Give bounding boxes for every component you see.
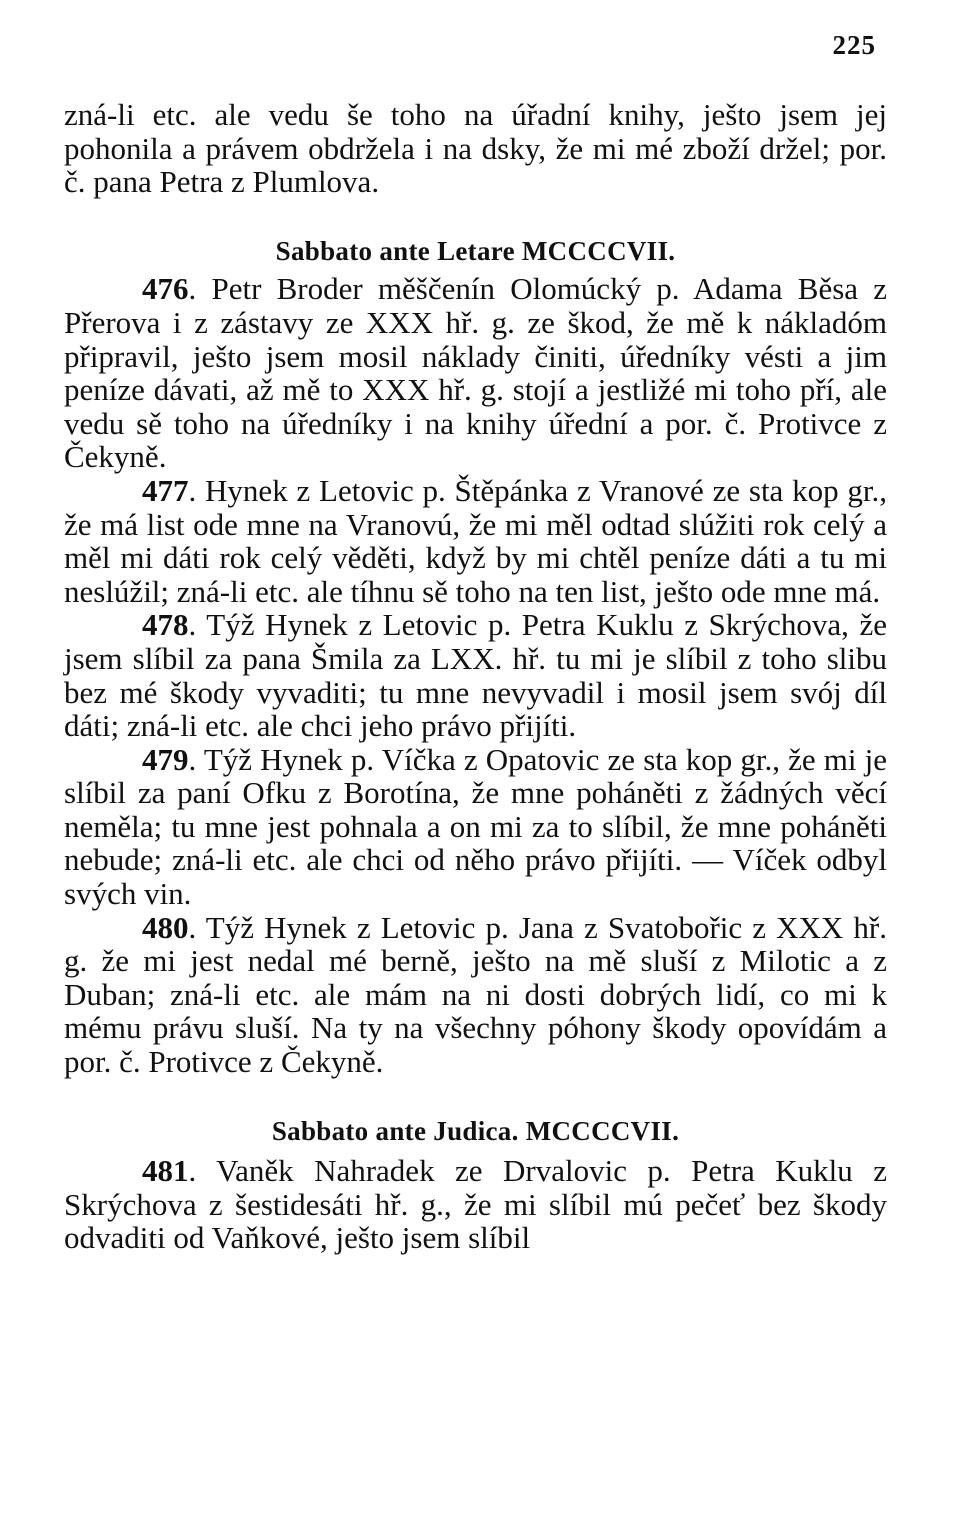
page-content — [64, 98, 887, 1255]
entry-number: 481 — [142, 1153, 189, 1189]
entry-text: Týž Hynek z Letovic p. Petra Kuklu z Skrýchova, že jsem slíbil za pana Šmila za LXX. hř. tu mi je slíbil z toho slibu bez mé škody vyvaditi; tu mne nevyvadil i mosil jsem svój díl dáti; zná-li etc. ale chci jeho právo přijíti. — [64, 607, 887, 744]
page-number: 225 — [832, 30, 876, 60]
section-heading: Sabbato ante Judica. MCCCCVII. — [271, 1115, 680, 1146]
entry-text: Týž Hynek p. Víčka z Opatovic ze sta kop gr., že mi je slíbil za paní Ofku z Borotína, že mne poháněti z žádných věcí neměla; tu mne jest pohnala a on mi za to slíbil, že mne poháněti nebude; zná-li etc. ale chci od něho právo přijíti. — Víček odbyl svých vin. — [64, 741, 887, 912]
entry-paragraph: 477. Hynek z Letovic p. Štěpánka z Vranové ze sta kop gr., že má list ode mne na Vranovú, že mi měl odtad slúžiti rok celý a měl mi dáti rok celý věděti, když by mi chtěl peníze dáti a tu mi neslúžil; zná-li etc. ale tíhnu sě toho na ten list, ješto ode mne má. — [64, 472, 888, 609]
entry-text: Týž Hynek z Letovic p. Jana z Svatobořic z XXX hř. g. že mi jest nedal mé berně, ješto na mě sluší z Milotic a z Duban; zná-li etc. ale mám na ni dosti dobrých lidí, co mi k mému právu sluší. Na ty na všechny póhony škody opovídám a por. č. Protivce z Čekyně. — [64, 909, 887, 1080]
entry-paragraph: 480. Týž Hynek z Letovic p. Jana z Svatobořic z XXX hř. g. že mi jest nedal mé berně, ješto na mě sluší z Milotic a z Duban; zná-li etc. ale mám na ni dosti dobrých lidí, co mi k mému právu sluší. Na ty na všechny póhony škody opovídám a por. č. Protivce z Čekyně. — [64, 909, 887, 1080]
entry-number: 479 — [142, 741, 189, 777]
entry-paragraph: 479. Týž Hynek p. Víčka z Opatovic ze sta kop gr., že mi je slíbil za paní Ofku z Borotína, že mne poháněti z žádných věcí neměla; tu mne jest pohnala a on mi za to slíbil, že mne poháněti nebude; zná-li etc. ale chci od něho právo přijíti. — Víček odbyl svých vin. — [64, 741, 887, 912]
entry-number: 476 — [142, 271, 189, 307]
entry-number: 477 — [142, 472, 189, 508]
entry-paragraph: 481. Vaněk Nahradek ze Drvalovic p. Petra Kuklu z Skrýchova z šestidesáti hř. g., že mi slíbil mú pečeť bez škody odvaditi od Vaňkové, ješto jsem slíbil — [64, 1153, 887, 1256]
entry-paragraph: 476. Petr Broder měščenín Olomúcký p. Adama Běsa z Přerova i z zástavy ze XXX hř. g. ze škod, že mě k nákladóm připravil, ješto jsem mosil náklady činiti, úředníky vésti a jim peníze dávati, až mě to XXX hř. g. stojí a jestližé mi toho pří, ale vedu sě toho na úředníky i na knihy úřední a por. č. Protivce z Čekyně. — [64, 271, 887, 475]
section-heading: Sabbato ante Letare MCCCCVII. — [275, 235, 676, 266]
entry-paragraph: 478. Týž Hynek z Letovic p. Petra Kuklu z Skrýchova, že jsem slíbil za pana Šmila za LXX. hř. tu mi je slíbil z toho slibu bez mé škody vyvaditi; tu mne nevyvadil i mosil jsem svój díl dáti; zná-li etc. ale chci jeho právo přijíti. — [64, 607, 887, 744]
intro-paragraph: zná-li etc. ale vedu še toho na úřadní knihy, ješto jsem jej pohonila a právem obdržela i na dsky, že mi mé zboží držel; por. č. pana Petra z Plumlova. — [64, 97, 887, 200]
entry-text: Vaněk Nahradek ze Drvalovic p. Petra Kuklu z Skrýchova z šestidesáti hř. g., že mi slíbil mú pečeť bez škody odvaditi od Vaňkové, ješto jsem slíbil — [64, 1153, 887, 1256]
entry-number: 478 — [142, 607, 189, 643]
entry-number: 480 — [142, 909, 189, 945]
entry-text: Hynek z Letovic p. Štěpánka z Vranové ze sta kop gr., že má list ode mne na Vranovú, že mi měl odtad slúžiti rok celý a měl mi dáti rok celý věděti, když by mi chtěl peníze dáti a tu mi neslúžil; zná-li etc. ale tíhnu sě toho na ten list, ješto ode mne má. — [64, 472, 888, 609]
entry-text: Petr Broder měščenín Olomúcký p. Adama Běsa z Přerova i z zástavy ze XXX hř. g. ze škod, že mě k nákladóm připravil, ješto jsem mosil náklady činiti, úředníky vésti a jim peníze dávati, až mě to XXX hř. g. stojí a jestližé mi toho pří, ale vedu sě toho na úředníky i na knihy úřední a por. č. Protivce z Čekyně. — [64, 271, 887, 475]
